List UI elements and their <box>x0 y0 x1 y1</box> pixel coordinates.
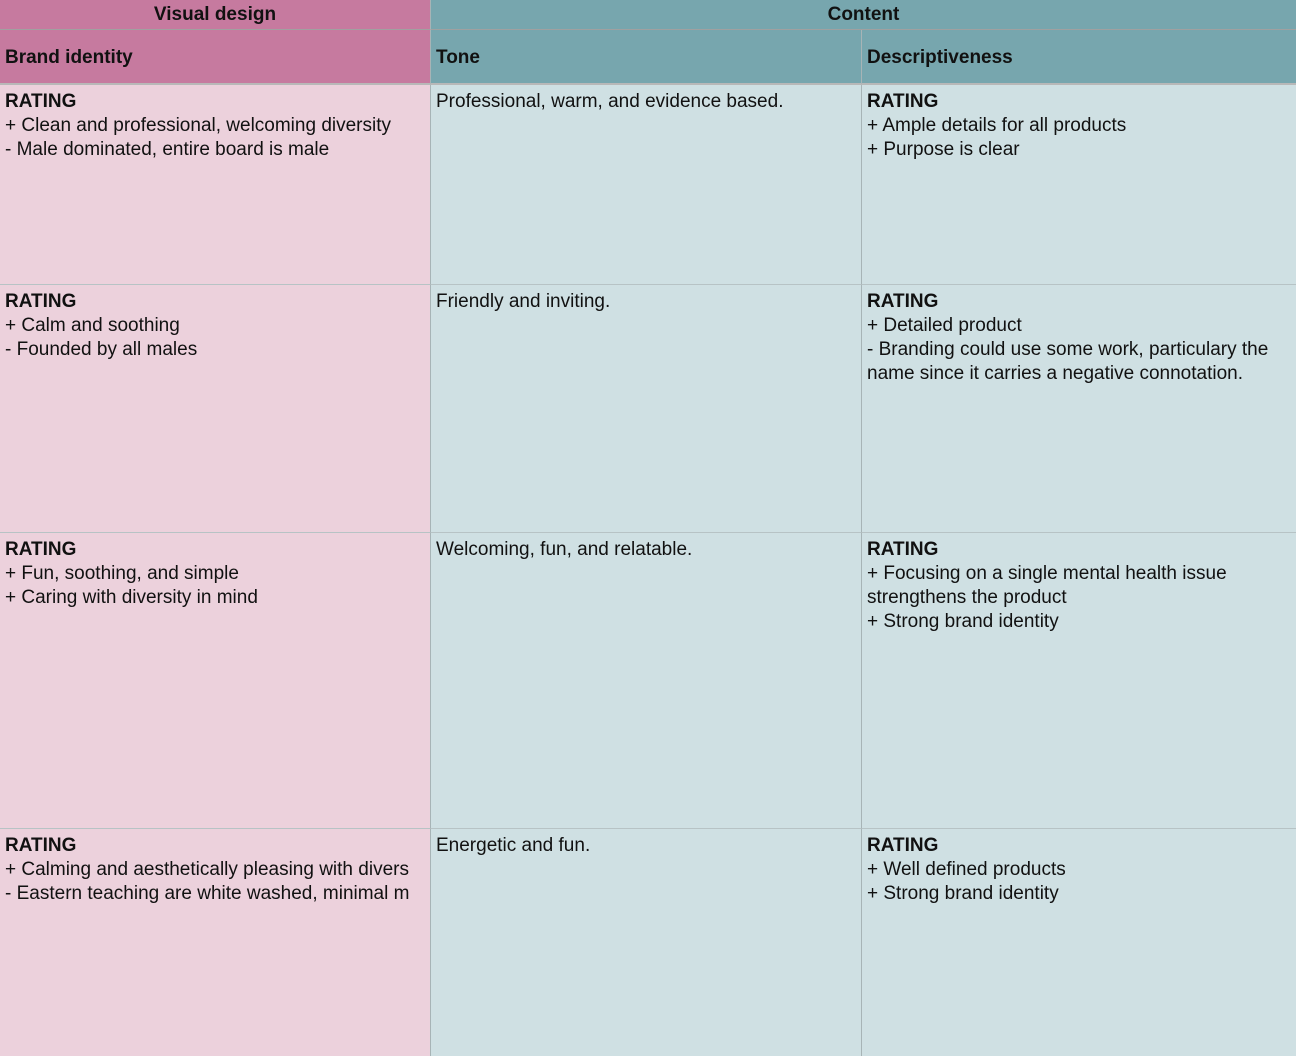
tone-cell[interactable] <box>431 829 862 1056</box>
note-line: + Clean and professional, welcoming diversity <box>5 115 392 136</box>
note-line: + Well defined products <box>867 859 1066 880</box>
column-header-descriptiveness[interactable]: Descriptiveness <box>862 30 1296 85</box>
rating-label: RATING <box>867 835 939 856</box>
descriptiveness-cell[interactable] <box>862 829 1296 1056</box>
rating-label: RATING <box>5 539 77 560</box>
note-line: + Calm and soothing <box>5 315 180 336</box>
descriptiveness-cell[interactable] <box>862 533 1296 829</box>
brand-identity-cell[interactable] <box>0 85 431 285</box>
note-line: + Fun, soothing, and simple <box>5 563 239 584</box>
rating-label: RATING <box>867 291 939 312</box>
rating-label: RATING <box>5 835 77 856</box>
note-line: + Strong brand identity <box>867 883 1059 904</box>
descriptiveness-cell[interactable] <box>862 85 1296 285</box>
rating-label: RATING <box>867 91 939 112</box>
brand-identity-cell[interactable] <box>0 285 431 533</box>
note-line: + Calming and aesthetically pleasing with divers <box>5 859 409 880</box>
rating-label: RATING <box>5 291 77 312</box>
note-line: + Purpose is clear <box>867 139 1020 160</box>
note-line: + Caring with diversity in mind <box>5 587 258 608</box>
note-line: - Eastern teaching are white washed, minimal m <box>5 883 410 904</box>
note-line: + Strong brand identity <box>867 611 1059 632</box>
column-header-brand-identity[interactable]: Brand identity <box>0 30 431 85</box>
descriptiveness-cell[interactable] <box>862 285 1296 533</box>
group-header-content[interactable]: Content <box>431 0 1296 30</box>
tone-cell[interactable] <box>431 533 862 829</box>
tone-text: Friendly and inviting. <box>436 291 611 312</box>
brand-identity-cell[interactable] <box>0 533 431 829</box>
note-line: + Detailed product <box>867 315 1022 336</box>
tone-text: Professional, warm, and evidence based. <box>436 91 784 112</box>
rating-label: RATING <box>5 91 77 112</box>
column-header-tone[interactable]: Tone <box>431 30 862 85</box>
rating-label: RATING <box>867 539 939 560</box>
note-line: - Male dominated, entire board is male <box>5 139 330 160</box>
note-line: + Focusing on a single mental health issue strengthens the product <box>867 563 1227 608</box>
brand-identity-cell[interactable] <box>0 829 431 1056</box>
note-line: - Founded by all males <box>5 339 198 360</box>
note-line: + Ample details for all products <box>867 115 1127 136</box>
group-header-visual-design[interactable]: Visual design <box>0 0 431 30</box>
note-line: - Branding could use some work, particulary the name since it carries a negative connotation. <box>867 339 1269 384</box>
tone-text: Welcoming, fun, and relatable. <box>436 539 693 560</box>
tone-cell[interactable] <box>431 285 862 533</box>
tone-text: Energetic and fun. <box>436 835 591 856</box>
tone-cell[interactable] <box>431 85 862 285</box>
